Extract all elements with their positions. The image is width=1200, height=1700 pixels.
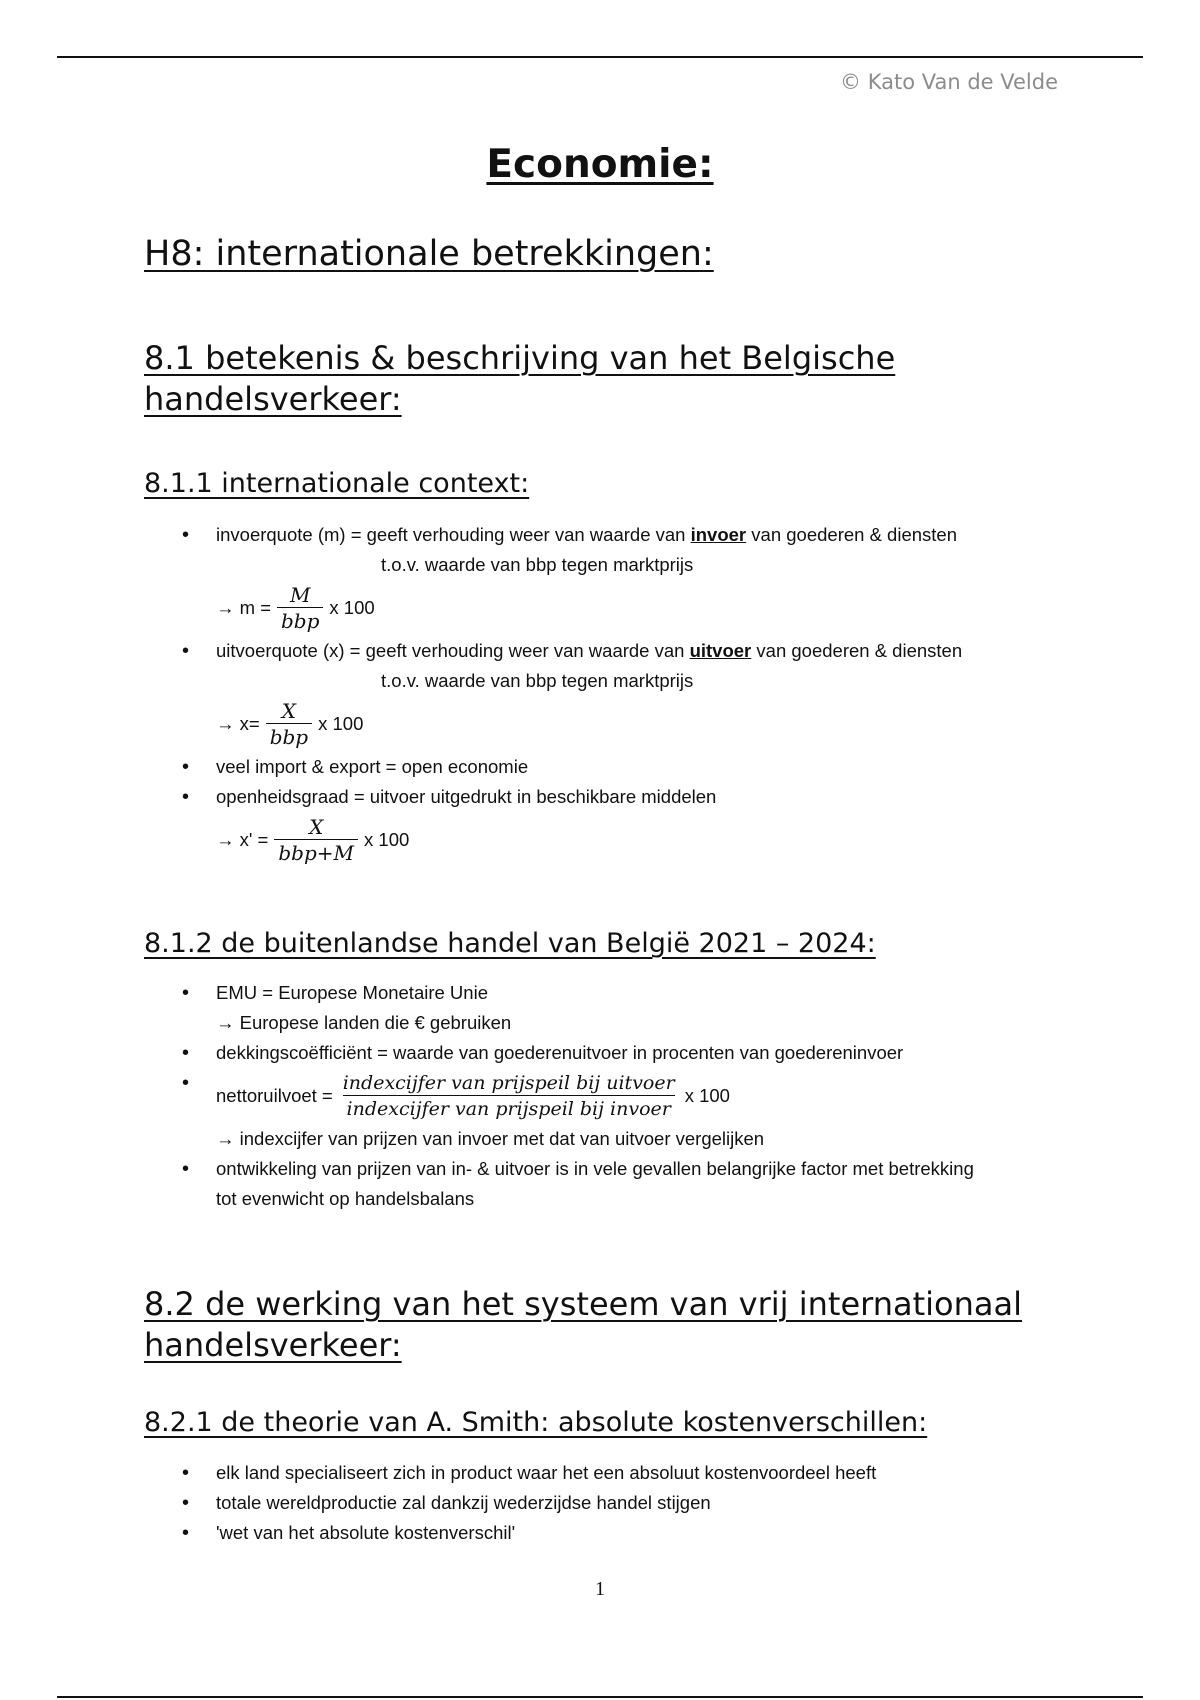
list-item-ontwikkeling: • ontwikkeling van prijzen van in- & uitvoer is in vele gevallen belangrijke factor met betrekking tot evenwicht op handelsbalans — [172, 1154, 974, 1214]
page-number: 1 — [595, 1578, 605, 1600]
list-8-1-2 — [172, 978, 974, 1214]
list-item-uitvoerquote: • uitvoerquote (x) = geeft verhouding weer van waarde van uitvoer van goederen & diensten t.o.v. waarde van bbp tegen marktprijs — [172, 636, 962, 696]
formula-openheidsgraad: → x' = $\frac{X}{\text{bbp+M}}$ x 100 — [216, 814, 410, 865]
formula-uitvoerquote: → x= $\frac{X}{\text{bbp}}$ x 100 — [216, 698, 364, 749]
fraction-x: $\frac{X}{\text{bbp}}$ — [266, 699, 312, 750]
uitvoer-emphasis: uitvoer — [689, 640, 752, 661]
subsection-8-2-1-heading: 8.2.1 de theorie van A. Smith: absolute kostenverschillen: — [144, 1407, 928, 1438]
copyright-notice — [840, 70, 1058, 94]
section-8-2-heading: 8.2 de werking van het systeem van vrij internationaal handelsverkeer: — [144, 1285, 1023, 1364]
list-item: • totale wereldproductie zal dankzij wederzijdse handel stijgen — [172, 1488, 876, 1518]
fraction-nettoruilvoet: $\frac{\text{indexcijfer van prijspeil bij uitvoer}}{\text{indexcijfer van prijspeil bij invoer}}$ — [342, 1071, 675, 1120]
list-8-1-1 — [172, 520, 962, 868]
formula-invoerquote: → m = $\frac{M}{\text{bbp}}$ x 100 — [216, 582, 375, 633]
subsection-8-1-1-heading: 8.1.1 internationale context: — [144, 468, 530, 499]
nettoruilvoet-note: → indexcijfer van prijzen van invoer met dat van uitvoer vergelijken — [216, 1128, 765, 1149]
footer-rule — [57, 1696, 1143, 1698]
section-8-1-heading: 8.1 betekenis & beschrijving van het Belgische handelsverkeer: — [144, 339, 896, 418]
list-item-nettoruilvoet: • nettoruilvoet = $\frac{\text{indexcijfer van prijspeil bij uitvoer}}{\text{indexcijfer van prijspeil bij invoer}}$ x 100 — [172, 1068, 974, 1124]
fraction-m: $\frac{M}{\text{bbp}}$ — [277, 583, 323, 634]
subsection-8-1-2-heading: 8.1.2 de buitenlandse handel van België 2021 – 2024: — [144, 928, 876, 959]
list-item-dekkingscoefficient: • dekkingscoëfficiënt = waarde van goederenuitvoer in procenten van goedereninvoer — [172, 1038, 974, 1068]
list-item-open-economie: • veel import & export = open economie — [172, 752, 962, 782]
list-item-invoerquote: • invoerquote (m) = geeft verhouding weer van waarde van invoer van goederen & diensten t.o.v. waarde van bbp tegen marktprijs — [172, 520, 962, 580]
list-item-openheidsgraad: • openheidsgraad = uitvoer uitgedrukt in beschikbare middelen — [172, 782, 962, 812]
header-rule — [57, 56, 1143, 58]
fraction-openheid: $\frac{X}{\text{bbp+M}}$ — [274, 815, 358, 866]
list-8-2-1 — [172, 1458, 876, 1548]
invoer-emphasis: invoer — [690, 524, 747, 545]
copyright-text: © Kato Van de Velde — [840, 70, 1058, 94]
list-item: • 'wet van het absolute kostenverschil' — [172, 1518, 876, 1548]
document-title: Economie: — [486, 142, 714, 187]
list-item-emu: • EMU = Europese Monetaire Unie → Europese landen die € gebruiken — [172, 978, 974, 1038]
list-item: • elk land specialiseert zich in product waar het een absoluut kostenvoordeel heeft — [172, 1458, 876, 1488]
chapter-heading: H8: internationale betrekkingen: — [144, 234, 714, 274]
